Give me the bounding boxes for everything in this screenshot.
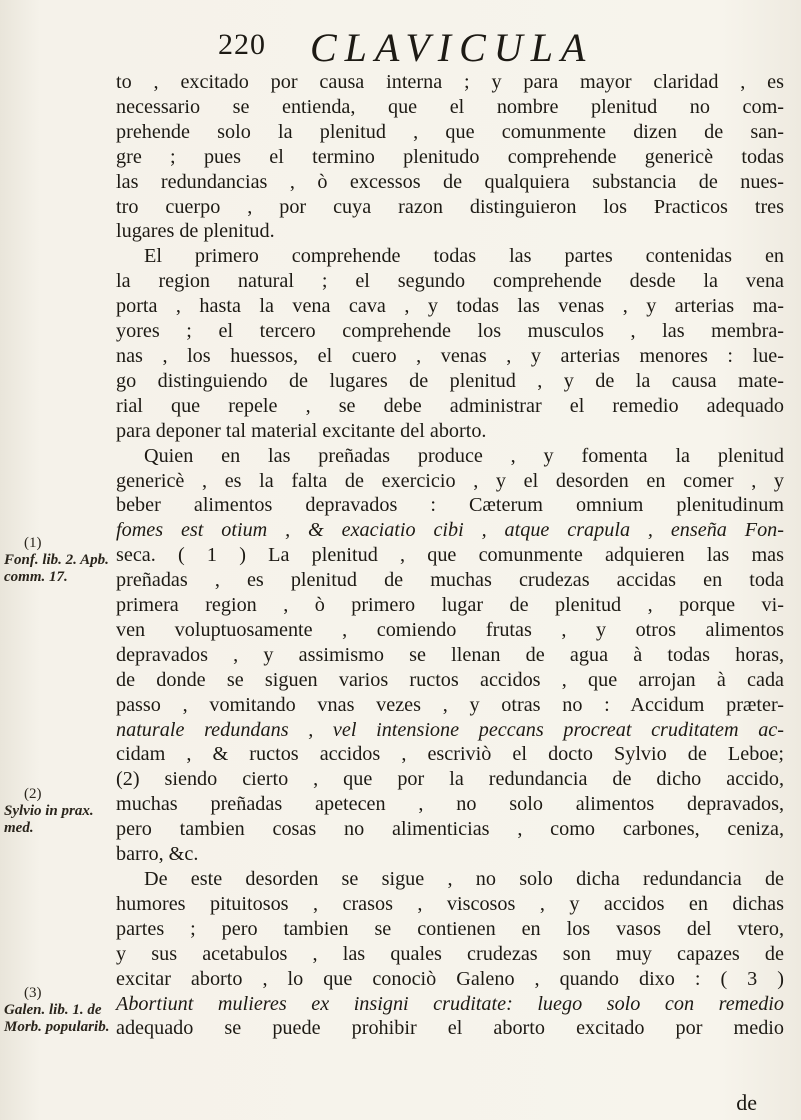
text-line: Quien en las preñadas produce , y fomenta la plenitud — [144, 444, 784, 467]
margin-note — [4, 786, 112, 837]
margin-note-number: (3) — [24, 985, 42, 1001]
margin-note-text: Fonf. lib. 2. Apb. comm. 17. — [4, 552, 109, 585]
text-line: passo , vomitando vnas vezes , y otras no : Accidum præter- — [116, 693, 784, 716]
text-line: cidam , & ructos accidos , escriviò el docto Sylvio de Leboe; — [116, 743, 784, 766]
text-line: nas , los huessos, el cuero , venas , y arterias menores : lue- — [116, 344, 784, 367]
text-line: naturale redundans , vel intensione peccans procreat cruditatem ac- — [116, 718, 784, 741]
text-line: y sus acetabulos , las quales crudezas son muy capazes de — [116, 942, 784, 965]
catchword: de — [736, 1090, 757, 1115]
text-line: De este desorden se sigue , no solo dicha redundancia de — [144, 868, 784, 890]
margin-note — [4, 535, 112, 586]
text-line: humores pituitosos , crasos , viscosos , y accidos en dichas — [116, 892, 784, 915]
text-line: fomes est otium , & exaciatio cibi , atque crapula , enseña Fon- — [116, 519, 784, 542]
text-line: prehende solo la plenitud , que comunmente dizen de san- — [116, 120, 784, 143]
text-line: de donde se siguen varios ructos accidos , que arrojan à cada — [116, 668, 784, 691]
text-line: Abortiunt mulieres ex insigni cruditate: luego solo con remedio — [116, 992, 784, 1015]
text-line: barro, &c. — [116, 843, 199, 866]
text-line: gre ; pues el termino plenitudo comprehende genericè todas — [116, 145, 784, 168]
text-line: ven voluptuosamente , comiendo frutas , y otros alimentos — [116, 618, 784, 641]
text-line: El primero comprehende todas las partes contenidas en — [144, 245, 784, 268]
margin-note-text: Sylvio in prax. med. — [4, 803, 94, 836]
text-line: yores ; el tercero comprehende los musculos , las membra- — [116, 320, 784, 343]
text-line: adequado se puede prohibir el aborto excitado por medio — [116, 1017, 784, 1040]
text-line: primera region , ò primero lugar de plenitud , porque vi- — [116, 594, 784, 617]
page-header — [218, 16, 778, 70]
text-line: rial que repele , se debe administrar el remedio adequado — [116, 394, 784, 417]
text-line: para deponer tal material excitante del aborto. — [116, 419, 487, 442]
text-line: beber alimentos depravados : Cæterum omnium plenitudinum — [116, 494, 784, 517]
text-line: la region natural ; el segundo comprehende desde la vena — [116, 270, 784, 293]
text-line: preñadas , es plenitud de muchas crudezas accidas en toda — [116, 569, 784, 592]
margin-note-text: Galen. lib. 1. de Morb. popularib. — [4, 1002, 110, 1035]
text-line: muchas preñadas apetecen , no solo alimentos depravados, — [116, 793, 784, 816]
text-line: (2) siendo cierto , que por la redundancia de dicho accido, — [116, 768, 784, 791]
body-text — [116, 70, 784, 1041]
text-line: las redundancias , ò excessos de qualquiera substancia de nues- — [116, 170, 784, 193]
text-line: porta , hasta la vena cava , y todas las venas , y arterias ma- — [116, 295, 784, 318]
text-line: tro cuerpo , por cuya razon distinguieron los Practicos tres — [116, 195, 784, 218]
text-line: seca. ( 1 ) La plenitud , que comunmente adquieren las mas — [116, 544, 784, 567]
text-line: lugares de plenitud. — [116, 220, 275, 243]
margin-note-number: (1) — [24, 535, 42, 551]
text-line: genericè , es la falta de exercicio , y el desorden en comer , y — [116, 469, 784, 492]
margin-note-number: (2) — [24, 786, 42, 802]
text-line: to , excitado por causa interna ; y para mayor claridad , es — [116, 71, 784, 93]
text-line: partes ; pero tambien se contienen en los vasos del vtero, — [116, 917, 784, 940]
text-line: depravados , y assimismo se llenan de agua à todas horas, — [116, 643, 784, 666]
running-title: CLAVICULA — [310, 25, 594, 70]
text-line: excitar aborto , lo que conociò Galeno , quando dixo : ( 3 ) — [116, 967, 784, 990]
page-number: 220 — [218, 28, 266, 61]
margin-note — [4, 985, 112, 1036]
text-line: pero tambien cosas no alimenticias , como carbones, ceniza, — [116, 818, 784, 841]
text-line: necessario se entienda, que el nombre plenitud no com- — [116, 95, 784, 118]
text-line: go distinguiendo de lugares de plenitud , y de la causa mate- — [116, 369, 784, 392]
